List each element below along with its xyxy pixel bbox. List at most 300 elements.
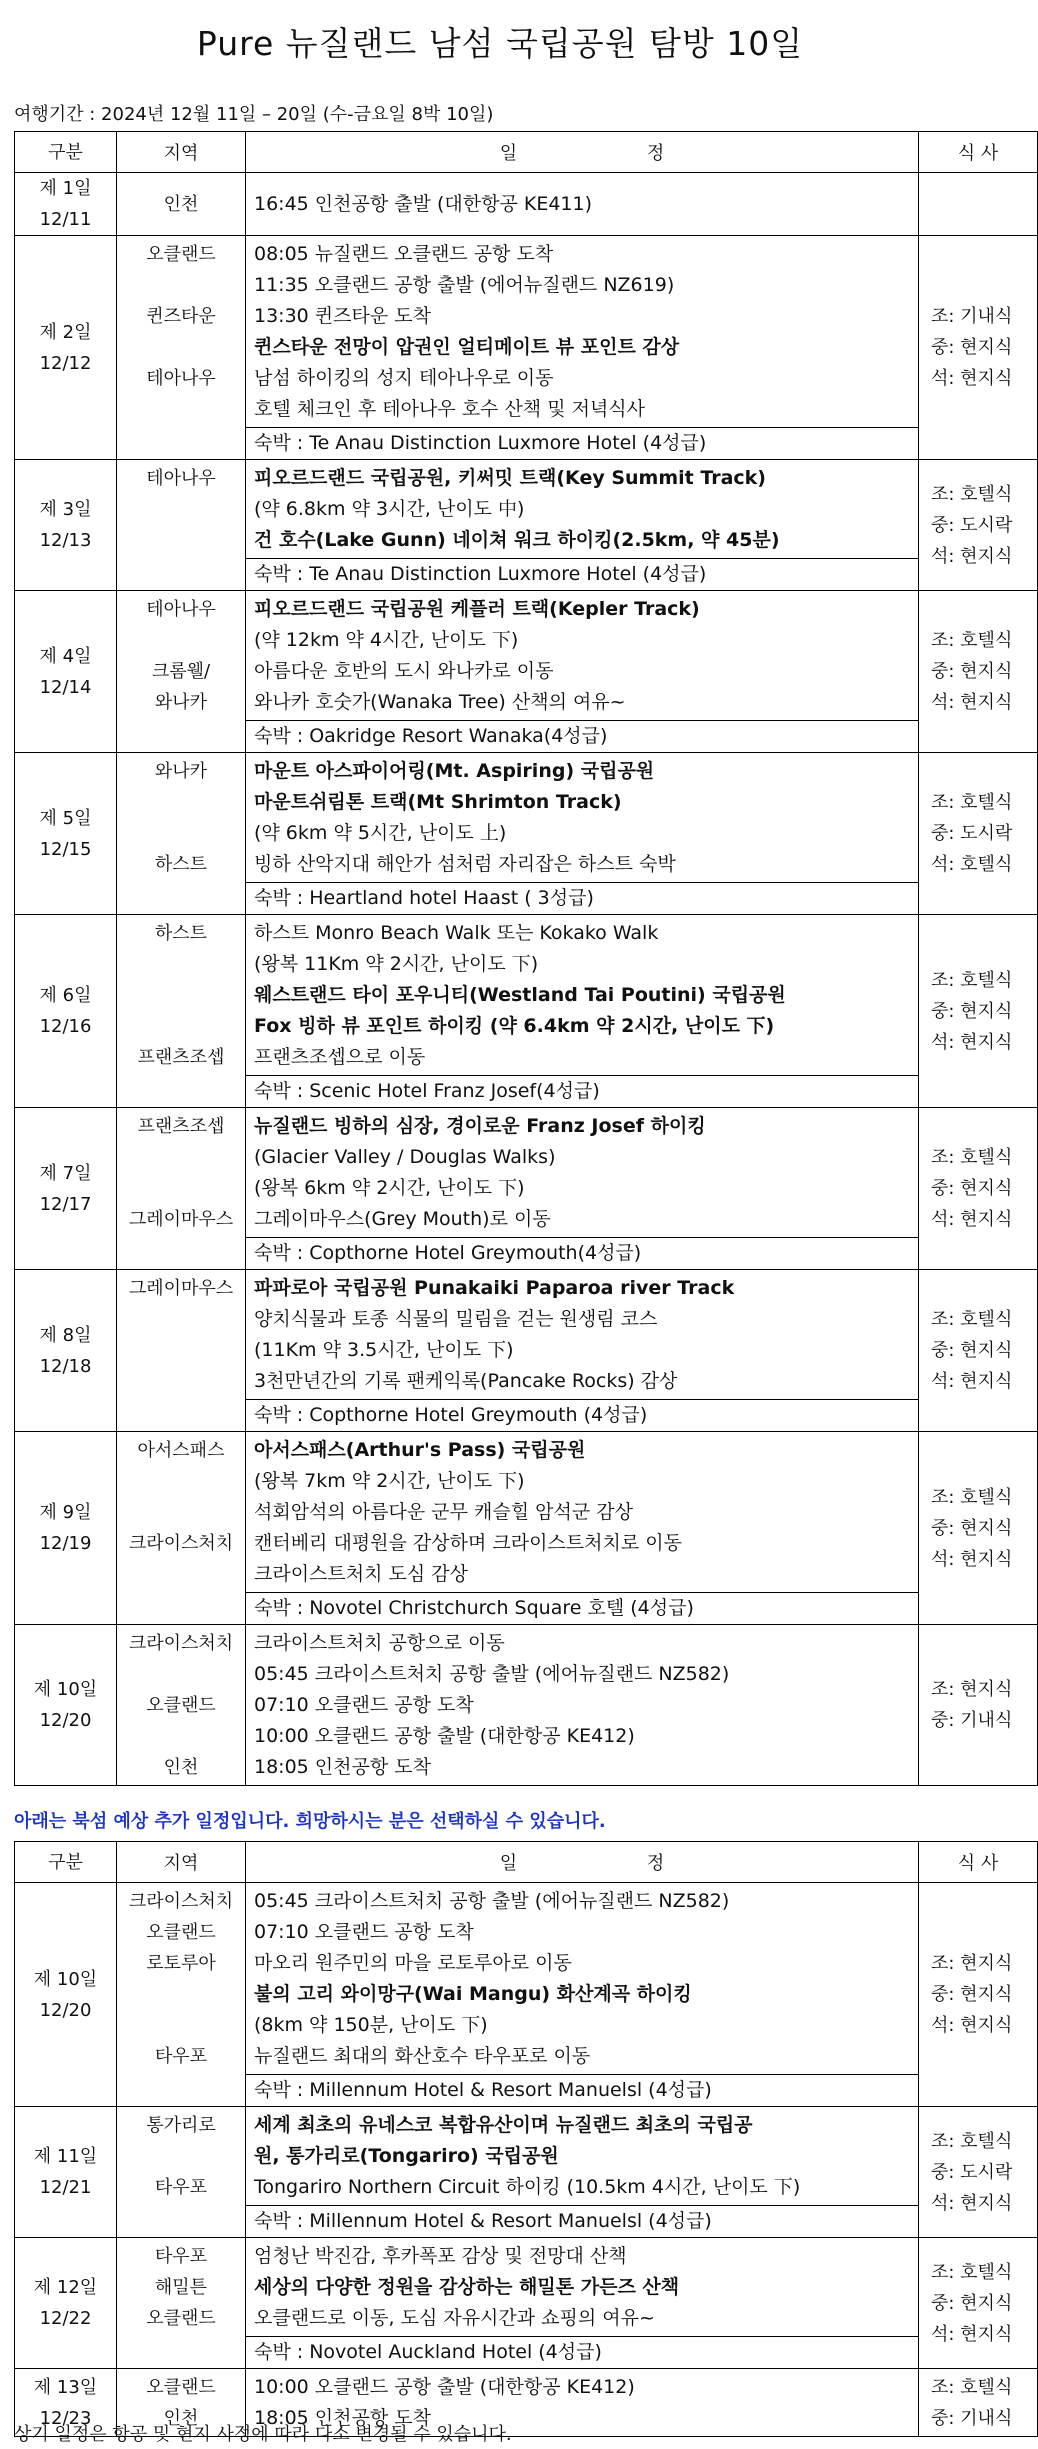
region-cell <box>117 2238 246 2369</box>
schedule-line: (왕복 7km 약 2시간, 난이도 下) <box>254 1470 525 1492</box>
region-label: 통가리로 <box>146 2115 216 2136</box>
meals-cell <box>919 1432 1038 1625</box>
region-label: 크롬웰/ <box>151 661 211 682</box>
meal-item: 조: 호텔식 <box>931 792 1013 813</box>
header-schedule: 일 정 <box>246 132 919 173</box>
day-cell <box>15 915 117 1108</box>
page-title: Pure 뉴질랜드 남섬 국립공원 탐방 10일 <box>196 24 804 63</box>
schedule-content <box>246 1883 918 2106</box>
schedule-line: 호텔 체크인 후 테아나우 호수 산책 및 저녁식사 <box>254 398 646 420</box>
schedule-line: 18:05 인천공항 도착 <box>254 2407 431 2429</box>
region-label <box>117 1366 245 1397</box>
schedule-line: 아름다운 호반의 도시 와나카로 이동 <box>254 660 554 682</box>
region-label: 프랜츠조셉 <box>137 1047 225 1068</box>
table-header-row <box>15 1842 1038 1883</box>
region-label <box>117 1397 245 1428</box>
schedule-line: 마운트쉬림톤 트랙(Mt Shrimton Track) <box>254 791 622 813</box>
accommodation: 숙박 : Scenic Hotel Franz Josef(4성급) <box>246 1075 918 1107</box>
table-row <box>15 1883 1038 2107</box>
schedule-lines <box>246 915 918 1075</box>
region-label <box>117 1659 245 1690</box>
region-label: 인천 <box>163 2407 199 2429</box>
day-number: 제 7일 <box>39 1162 92 1184</box>
table-row <box>15 1432 1038 1625</box>
region-label: 프랜츠조셉 <box>137 1116 225 1137</box>
schedule-line: 18:05 인천공항 도착 <box>254 1756 431 1778</box>
schedule-line: (11Km 약 3.5시간, 난이도 下) <box>254 1339 514 1361</box>
region-label <box>117 1979 245 2010</box>
region-label <box>117 880 245 911</box>
region-label: 인천 <box>163 193 199 215</box>
region-label <box>117 625 245 656</box>
table-row <box>15 1625 1038 1786</box>
region-cell <box>117 753 246 915</box>
optional-notice: 아래는 북섬 예상 추가 일정입니다. 희망하시는 분은 선택하실 수 있습니다. <box>14 1811 606 1832</box>
day-cell <box>15 753 117 915</box>
header-meals: 식 사 <box>919 132 1038 173</box>
accommodation: 숙박 : Oakridge Resort Wanaka(4성급) <box>246 720 918 752</box>
footnote: 상기 일정은 항공 및 현지 사정에 따라 다소 변경될 수 있습니다. <box>14 2424 512 2445</box>
meals-cell <box>919 1883 1038 2107</box>
meal-item: 조: 호텔식 <box>931 1309 1013 1330</box>
schedule-content <box>246 186 918 222</box>
day-date: 12/16 <box>39 1016 92 1037</box>
region-label <box>117 1497 245 1528</box>
schedule-line: 08:05 뉴질랜드 오클랜드 공항 도착 <box>254 243 554 265</box>
region-label: 타우포 <box>154 2177 208 2198</box>
schedule-line: 하스트 Monro Beach Walk 또는 Kokako Walk <box>254 922 659 944</box>
day-number: 제 4일 <box>39 645 92 667</box>
meal-item: 석: 현지식 <box>931 1371 1013 1392</box>
schedule-line: 그레이마우스(Grey Mouth)로 이동 <box>254 1208 551 1230</box>
region-label: 오클랜드 <box>146 2308 216 2329</box>
day-cell <box>15 1883 117 2107</box>
region-label: 인천 <box>163 1756 199 1778</box>
schedule-lines <box>246 1108 918 1237</box>
schedule-line: 07:10 오클랜드 공항 도착 <box>254 1921 474 1943</box>
region-label: 하스트 <box>154 854 208 875</box>
day-cell <box>15 1432 117 1625</box>
meals-cell <box>919 2107 1038 2238</box>
accommodation: 숙박 : Copthorne Hotel Greymouth(4성급) <box>246 1237 918 1269</box>
meal-item: 조: 호텔식 <box>931 483 1013 505</box>
region-label <box>117 949 245 980</box>
region-label <box>117 332 245 363</box>
day-date: 12/23 <box>39 2407 92 2429</box>
day-cell <box>15 591 117 753</box>
day-cell <box>15 1108 117 1270</box>
meal-item: 중: 기내식 <box>931 1710 1013 1731</box>
accommodation: 숙박 : Heartland hotel Haast ( 3성급) <box>246 882 918 914</box>
schedule-line: 오클랜드로 이동, 도심 자유시간과 쇼핑의 여유~ <box>254 2307 655 2329</box>
meal-item: 석: 현지식 <box>931 1548 1013 1570</box>
region-label: 오클랜드 <box>146 1694 216 1716</box>
region-label <box>117 1721 245 1752</box>
schedule-line: 13:30 퀸즈타운 도착 <box>254 305 431 327</box>
day-number: 제 5일 <box>39 807 92 829</box>
meal-item: 석: 현지식 <box>931 2323 1013 2345</box>
day-cell <box>15 236 117 460</box>
region-label: 크라이스처치 <box>128 1632 234 1654</box>
region-label <box>117 1173 245 1204</box>
table-row <box>15 591 1038 753</box>
schedule-content <box>246 236 918 459</box>
schedule-line: 10:00 오클랜드 공항 출발 (대한항공 KE412) <box>254 2376 635 2398</box>
meal-item: 조: 기내식 <box>931 306 1013 327</box>
region-cell <box>117 2107 246 2238</box>
header-day: 구분 <box>15 132 117 173</box>
schedule-line: 엄청난 박진감, 후카폭포 감상 및 전망대 산책 <box>254 2245 627 2267</box>
itinerary-table <box>14 131 1038 1786</box>
meal-item: 조: 현지식 <box>931 1953 1013 1974</box>
schedule-lines <box>246 236 918 427</box>
meal-item: 석: 현지식 <box>931 368 1013 389</box>
schedule-line: 양치식물과 토종 식물의 밀림을 걷는 원생림 코스 <box>254 1308 658 1330</box>
region-label <box>117 1304 245 1335</box>
meal-item: 중: 기내식 <box>931 2407 1013 2429</box>
region-cell <box>117 591 246 753</box>
meals-cell <box>919 1270 1038 1432</box>
region-label: 테아나우 <box>146 599 216 620</box>
schedule-line: 남섬 하이킹의 성지 테아나우로 이동 <box>254 367 554 389</box>
schedule-content <box>246 915 918 1107</box>
day-number: 제 8일 <box>39 1324 92 1346</box>
meal-item: 석: 현지식 <box>931 2015 1013 2036</box>
schedule-cell <box>246 1270 919 1432</box>
schedule-line: (약 6.8km 약 3시간, 난이도 中) <box>254 498 525 520</box>
day-cell <box>15 2107 117 2238</box>
day-cell <box>15 1625 117 1786</box>
region-cell <box>117 1432 246 1625</box>
schedule-lines <box>246 753 918 882</box>
region-label <box>117 494 245 525</box>
day-date: 12/18 <box>39 1355 92 1377</box>
region-label <box>117 1073 245 1104</box>
meals-cell <box>919 173 1038 236</box>
schedule-lines <box>246 1270 918 1399</box>
day-number: 제 13일 <box>33 2376 98 2398</box>
region-label: 오클랜드 <box>146 1922 216 1943</box>
region-label: 하스트 <box>154 923 208 944</box>
schedule-lines <box>246 1625 918 1785</box>
itinerary-body <box>15 173 1038 1786</box>
meal-item: 조: 호텔식 <box>931 1486 1013 1508</box>
meal-item: 중: 현지식 <box>931 1178 1013 1199</box>
schedule-line: 피오르드랜드 국립공원 케플러 트랙(Kepler Track) <box>254 598 700 620</box>
schedule-line: 건 호수(Lake Gunn) 네이쳐 워크 하이킹(2.5km, 약 45분) <box>254 529 780 551</box>
region-label: 그레이마우스 <box>128 1209 234 1230</box>
schedule-line: 캔터베리 대평원을 감상하며 크라이스트처치로 이동 <box>254 1532 682 1554</box>
schedule-content <box>246 753 918 914</box>
day-cell <box>15 1270 117 1432</box>
schedule-cell <box>246 1432 919 1625</box>
meal-item: 중: 도시락 <box>931 514 1013 536</box>
schedule-content <box>246 1432 918 1624</box>
region-label <box>117 2072 245 2103</box>
schedule-content <box>246 1270 918 1431</box>
schedule-line: 16:45 인천공항 출발 (대한항공 KE411) <box>254 193 593 215</box>
region-label <box>117 270 245 301</box>
meal-item: 중: 도시락 <box>931 823 1013 844</box>
schedule-content <box>246 1108 918 1269</box>
schedule-line: 05:45 크라이스트처치 공항 출발 (에어뉴질랜드 NZ582) <box>254 1890 730 1912</box>
schedule-content <box>246 2107 918 2237</box>
schedule-line: 퀸스타운 전망이 압권인 얼티메이트 뷰 포인트 감상 <box>254 336 680 358</box>
meals-cell <box>919 236 1038 460</box>
region-cell <box>117 173 246 236</box>
day-date: 12/21 <box>39 2177 92 2198</box>
region-label <box>117 787 245 818</box>
region-label <box>117 394 245 425</box>
schedule-cell <box>246 753 919 915</box>
day-number: 제 9일 <box>39 1502 92 1523</box>
accommodation: 숙박 : Novotel Christchurch Square 호텔 (4성급) <box>246 1592 918 1624</box>
meals-cell <box>919 915 1038 1108</box>
schedule-line: 프랜츠조셉으로 이동 <box>254 1046 426 1068</box>
schedule-line: 불의 고리 와이망구(Wai Mangu) 화산계곡 하이킹 <box>254 1983 692 2005</box>
schedule-line: 05:45 크라이스트처치 공항 출발 (에어뉴질랜드 NZ582) <box>254 1663 730 1685</box>
meal-item: 조: 호텔식 <box>931 630 1013 651</box>
schedule-cell <box>246 1883 919 2107</box>
schedule-lines <box>246 460 918 558</box>
schedule-line: 세계 최초의 유네스코 복합유산이며 뉴질랜드 최초의 국립공 <box>254 2114 753 2136</box>
schedule-line: 07:10 오클랜드 공항 도착 <box>254 1694 474 1716</box>
meal-item: 중: 현지식 <box>931 661 1013 682</box>
day-date: 12/11 <box>39 209 92 230</box>
region-label: 와나카 <box>154 761 208 782</box>
day-number: 제 10일 <box>33 1679 98 1700</box>
meal-item: 중: 현지식 <box>931 1984 1013 2005</box>
meal-item: 조: 호텔식 <box>931 1147 1013 1168</box>
meal-item: 석: 호텔식 <box>931 854 1013 875</box>
schedule-lines <box>246 2107 918 2205</box>
accommodation: 숙박 : Novotel Auckland Hotel (4성급) <box>246 2336 918 2368</box>
table-row <box>15 915 1038 1108</box>
region-label: 크라이스처치 <box>128 1533 234 1554</box>
schedule-line: 아서스패스(Arthur's Pass) 국립공원 <box>254 1439 586 1461</box>
day-date: 12/22 <box>39 2308 92 2329</box>
schedule-line: (약 6km 약 5시간, 난이도 上) <box>254 822 507 844</box>
region-label: 오클랜드 <box>146 2376 216 2398</box>
schedule-line: (왕복 6km 약 2시간, 난이도 下) <box>254 1177 525 1199</box>
schedule-line: 크라이스트처치 공항으로 이동 <box>254 1632 505 1654</box>
accommodation: 숙박 : Te Anau Distinction Luxmore Hotel (4성급) <box>246 558 918 590</box>
region-label: 타우포 <box>154 2246 208 2267</box>
schedule-content <box>246 2238 918 2368</box>
table-row <box>15 2107 1038 2238</box>
region-label <box>117 818 245 849</box>
region-label: 로토루아 <box>146 1953 216 1974</box>
region-label <box>117 425 245 456</box>
travel-period: 여행기간 : 2024년 12월 11일 – 20일 (수-금요일 8박 10일) <box>14 104 494 125</box>
meal-item: 조: 호텔식 <box>931 969 1013 991</box>
schedule-line: (Glacier Valley / Douglas Walks) <box>254 1146 556 1168</box>
table-header-row <box>15 132 1038 173</box>
day-number: 제 6일 <box>39 985 92 1006</box>
region-cell <box>117 915 246 1108</box>
region-label <box>117 1142 245 1173</box>
schedule-line: 11:35 오클랜드 공항 출발 (에어뉴질랜드 NZ619) <box>254 274 675 296</box>
region-label: 테아나우 <box>146 468 216 489</box>
header-region: 지역 <box>117 1842 246 1883</box>
schedule-content <box>246 1625 918 1785</box>
day-number: 제 10일 <box>33 1968 98 1990</box>
meal-item: 석: 현지식 <box>931 1031 1013 1053</box>
region-label: 오클랜드 <box>146 244 216 265</box>
header-region: 지역 <box>117 132 246 173</box>
region-label <box>117 1466 245 1497</box>
table-row <box>15 1108 1038 1270</box>
table-row <box>15 2238 1038 2369</box>
schedule-cell <box>246 2238 919 2369</box>
region-label: 퀸즈타운 <box>146 306 216 327</box>
meal-item: 중: 도시락 <box>931 2161 1013 2183</box>
schedule-lines <box>246 186 918 222</box>
header-schedule: 일 정 <box>246 1842 919 1883</box>
accommodation: 숙박 : Millennum Hotel & Resort Manuelsl (4성급) <box>246 2074 918 2106</box>
meals-cell <box>919 460 1038 591</box>
schedule-line: 세상의 다양한 정원을 감상하는 해밀톤 가든즈 산책 <box>254 2276 680 2298</box>
region-label <box>117 1590 245 1621</box>
meal-item: 석: 현지식 <box>931 2192 1013 2214</box>
table-row <box>15 173 1038 236</box>
meal-item: 석: 현지식 <box>931 692 1013 713</box>
schedule-line: 뉴질랜드 빙하의 심장, 경이로운 Franz Josef 하이킹 <box>254 1115 706 1137</box>
schedule-cell <box>246 460 919 591</box>
schedule-lines <box>246 1432 918 1592</box>
region-label: 테아나우 <box>146 368 216 389</box>
schedule-lines <box>246 591 918 720</box>
day-date: 12/20 <box>39 1999 92 2021</box>
header-meals: 식 사 <box>919 1842 1038 1883</box>
schedule-cell <box>246 591 919 753</box>
schedule-line: (약 12km 약 4시간, 난이도 下) <box>254 629 519 651</box>
schedule-cell <box>246 1625 919 1786</box>
schedule-line: 와나카 호숫가(Wanaka Tree) 산책의 여유~ <box>254 691 626 713</box>
meal-item: 석: 현지식 <box>931 1209 1013 1230</box>
schedule-cell <box>246 236 919 460</box>
region-cell <box>117 1625 246 1786</box>
region-label <box>117 2203 245 2234</box>
schedule-line: Fox 빙하 뷰 포인트 하이킹 (약 6.4km 약 2시간, 난이도 下) <box>254 1015 775 1037</box>
schedule-line: (8km 약 150분, 난이도 下) <box>254 2014 488 2036</box>
meal-item: 중: 현지식 <box>931 1517 1013 1539</box>
meal-item: 조: 호텔식 <box>931 2261 1013 2283</box>
schedule-line: 뉴질랜드 최대의 화산호수 타우포로 이동 <box>254 2045 591 2067</box>
day-date: 12/13 <box>39 530 92 551</box>
region-label: 그레이마우스 <box>128 1278 234 1299</box>
schedule-line: 피오르드랜드 국립공원, 키써밋 트랙(Key Summit Track) <box>254 467 766 489</box>
accommodation: 숙박 : Copthorne Hotel Greymouth (4성급) <box>246 1399 918 1431</box>
schedule-cell <box>246 173 919 236</box>
schedule-line: 마오리 원주민의 마을 로토루아로 이동 <box>254 1952 572 1974</box>
meals-cell <box>919 753 1038 915</box>
region-cell <box>117 1270 246 1432</box>
schedule-line: 석회암석의 아름다운 군무 캐슬힐 암석군 감상 <box>254 1501 633 1523</box>
schedule-line: Tongariro Northern Circuit 하이킹 (10.5km 4시간, 난이도 下) <box>254 2176 801 2198</box>
table-row <box>15 236 1038 460</box>
schedule-line: 크라이스트처치 도심 감상 <box>254 1563 468 1585</box>
schedule-line: 원, 통가리로(Tongariro) 국립공원 <box>254 2145 559 2167</box>
optional-itinerary-table <box>14 1841 1038 2437</box>
region-label <box>117 1559 245 1590</box>
day-date: 12/19 <box>39 1533 92 1554</box>
region-label <box>117 1335 245 1366</box>
meal-item: 중: 현지식 <box>931 2292 1013 2314</box>
accommodation: 숙박 : Te Anau Distinction Luxmore Hotel (4성급) <box>246 427 918 459</box>
day-number: 제 3일 <box>39 499 92 520</box>
region-label <box>117 2010 245 2041</box>
schedule-line: 마운트 아스파이어링(Mt. Aspiring) 국립공원 <box>254 760 655 782</box>
schedule-content <box>246 460 918 590</box>
day-number: 제 11일 <box>33 2146 98 2167</box>
day-date: 12/20 <box>39 1710 92 1731</box>
meal-item: 조: 현지식 <box>931 1679 1013 1700</box>
table-row <box>15 460 1038 591</box>
day-number: 제 2일 <box>39 321 92 343</box>
schedule-line: (왕복 11Km 약 2시간, 난이도 下) <box>254 953 539 975</box>
schedule-line: 파파로아 국립공원 Punakaiki Paparoa river Track <box>254 1277 735 1299</box>
day-number: 제 12일 <box>33 2277 98 2298</box>
schedule-content <box>246 591 918 752</box>
region-label: 아서스패스 <box>137 1440 225 1461</box>
meal-item: 조: 호텔식 <box>931 2376 1013 2398</box>
meals-cell <box>919 591 1038 753</box>
day-cell <box>15 2238 117 2369</box>
table-row <box>15 753 1038 915</box>
schedule-cell <box>246 915 919 1108</box>
schedule-line: 웨스트랜드 타이 포우니티(Westland Tai Poutini) 국립공원 <box>254 984 786 1006</box>
meal-item: 석: 현지식 <box>931 545 1013 567</box>
region-label: 와나카 <box>154 692 208 713</box>
region-label <box>117 718 245 749</box>
table-row <box>15 1270 1038 1432</box>
region-label <box>117 525 245 556</box>
region-label: 타우포 <box>154 2046 208 2067</box>
region-label <box>117 2141 245 2172</box>
schedule-cell <box>246 1108 919 1270</box>
schedule-line: 빙하 산악지대 해안가 섬처럼 자리잡은 하스트 숙박 <box>254 853 676 875</box>
day-date: 12/14 <box>39 676 92 698</box>
day-number: 제 1일 <box>39 178 92 199</box>
region-label <box>117 2334 245 2365</box>
day-date: 12/17 <box>39 1193 92 1215</box>
region-label: 크라이스처치 <box>128 1891 234 1912</box>
region-cell <box>117 1883 246 2107</box>
meal-item: 중: 현지식 <box>931 1340 1013 1361</box>
day-date: 12/15 <box>39 838 92 860</box>
region-label: 해밀튼 <box>154 2277 208 2298</box>
region-cell <box>117 236 246 460</box>
day-cell <box>15 173 117 236</box>
meals-cell <box>919 2369 1038 2437</box>
meal-item: 중: 현지식 <box>931 1000 1013 1022</box>
day-cell <box>15 460 117 591</box>
schedule-lines <box>246 2238 918 2336</box>
meals-cell <box>919 2238 1038 2369</box>
meal-item: 중: 현지식 <box>931 337 1013 358</box>
header-day: 구분 <box>15 1842 117 1883</box>
region-cell <box>117 1108 246 1270</box>
meals-cell <box>919 1625 1038 1786</box>
region-label <box>117 1235 245 1266</box>
meal-item: 조: 호텔식 <box>931 2130 1013 2152</box>
meals-cell <box>919 1108 1038 1270</box>
region-cell <box>117 460 246 591</box>
optional-itinerary-body <box>15 1883 1038 2437</box>
accommodation: 숙박 : Millennum Hotel & Resort Manuelsl (4성급) <box>246 2205 918 2237</box>
schedule-line: 10:00 오클랜드 공항 출발 (대한항공 KE412) <box>254 1725 635 1747</box>
